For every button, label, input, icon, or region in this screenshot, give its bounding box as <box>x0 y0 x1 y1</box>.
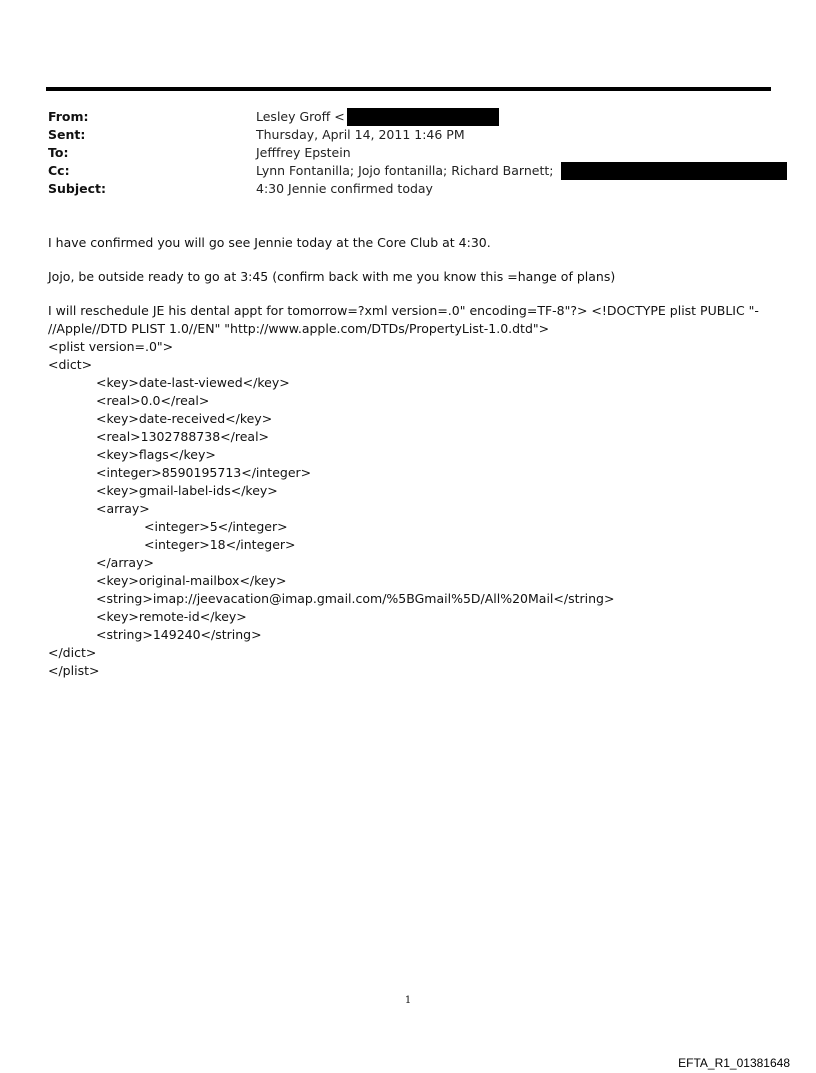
xml-line: <real>0.0</real> <box>96 393 210 408</box>
header-cc-value-wrap <box>256 162 787 180</box>
header-subject <box>48 180 778 198</box>
redaction-box <box>347 108 499 126</box>
header-sent-label: Sent: <box>48 127 86 142</box>
header-to-value: Jefffrey Epstein <box>256 145 351 160</box>
xml-line: <key>gmail-label-ids</key> <box>96 483 278 498</box>
header-to-label: To: <box>48 145 69 160</box>
header-divider <box>46 87 771 91</box>
body-paragraph: Jojo, be outside ready to go at 3:45 (confirm back with me you know this =hange of plans) <box>48 269 616 284</box>
xml-line: <key>remote-id</key> <box>96 609 247 624</box>
header-cc-value: Lynn Fontanilla; Jojo fontanilla; Richard Barnett; <box>256 163 558 178</box>
xml-line: <key>date-received</key> <box>96 411 273 426</box>
xml-line: <plist version=.0"> <box>48 339 174 354</box>
header-from-value-wrap <box>256 108 499 126</box>
header-cc <box>48 162 778 180</box>
header-subject-label: Subject: <box>48 181 106 196</box>
header-cc-label: Cc: <box>48 163 70 178</box>
header-from-value: Lesley Groff < <box>256 109 345 124</box>
email-body <box>48 234 768 680</box>
body-paragraph-with-xml <box>48 302 768 680</box>
xml-line: <string>imap://jeevacation@imap.gmail.com/%5BGmail%5D/All%20Mail</string> <box>96 591 615 606</box>
header-to <box>48 144 778 162</box>
xml-line: <dict> <box>48 357 93 372</box>
xml-line: <string>149240</string> <box>96 627 262 642</box>
redaction-box <box>561 162 787 180</box>
header-sent-value: Thursday, April 14, 2011 1:46 PM <box>256 127 465 142</box>
xml-line: </plist> <box>48 663 100 678</box>
xml-line: </dict> <box>48 645 97 660</box>
xml-line: <key>original-mailbox</key> <box>96 573 287 588</box>
body-line: //Apple//DTD PLIST 1.0//EN" "http://www.apple.com/DTDs/PropertyList-1.0.dtd"> <box>48 321 550 336</box>
header-subject-value: 4:30 Jennie confirmed today <box>256 181 433 196</box>
email-headers <box>48 108 778 198</box>
body-paragraph: I have confirmed you will go see Jennie today at the Core Club at 4:30. <box>48 235 491 250</box>
xml-line: <integer>8590195713</integer> <box>96 465 312 480</box>
header-from-label: From: <box>48 109 89 124</box>
xml-line: <real>1302788738</real> <box>96 429 270 444</box>
header-from <box>48 108 778 126</box>
xml-line: <key>flags</key> <box>96 447 216 462</box>
xml-line: <key>date-last-viewed</key> <box>96 375 290 390</box>
page-number: 1 <box>404 995 412 1006</box>
xml-line: <array> <box>96 501 150 516</box>
document-id: EFTA_R1_01381648 <box>678 1056 790 1070</box>
xml-line: <integer>5</integer> <box>144 519 288 534</box>
xml-line: </array> <box>96 555 154 570</box>
body-line: I will reschedule JE his dental appt for tomorrow=?xml version=.0" encoding=TF-8"?> <!DOCTYPE plist PUBLIC "- <box>48 303 759 318</box>
xml-line: <integer>18</integer> <box>144 537 296 552</box>
header-sent <box>48 126 778 144</box>
